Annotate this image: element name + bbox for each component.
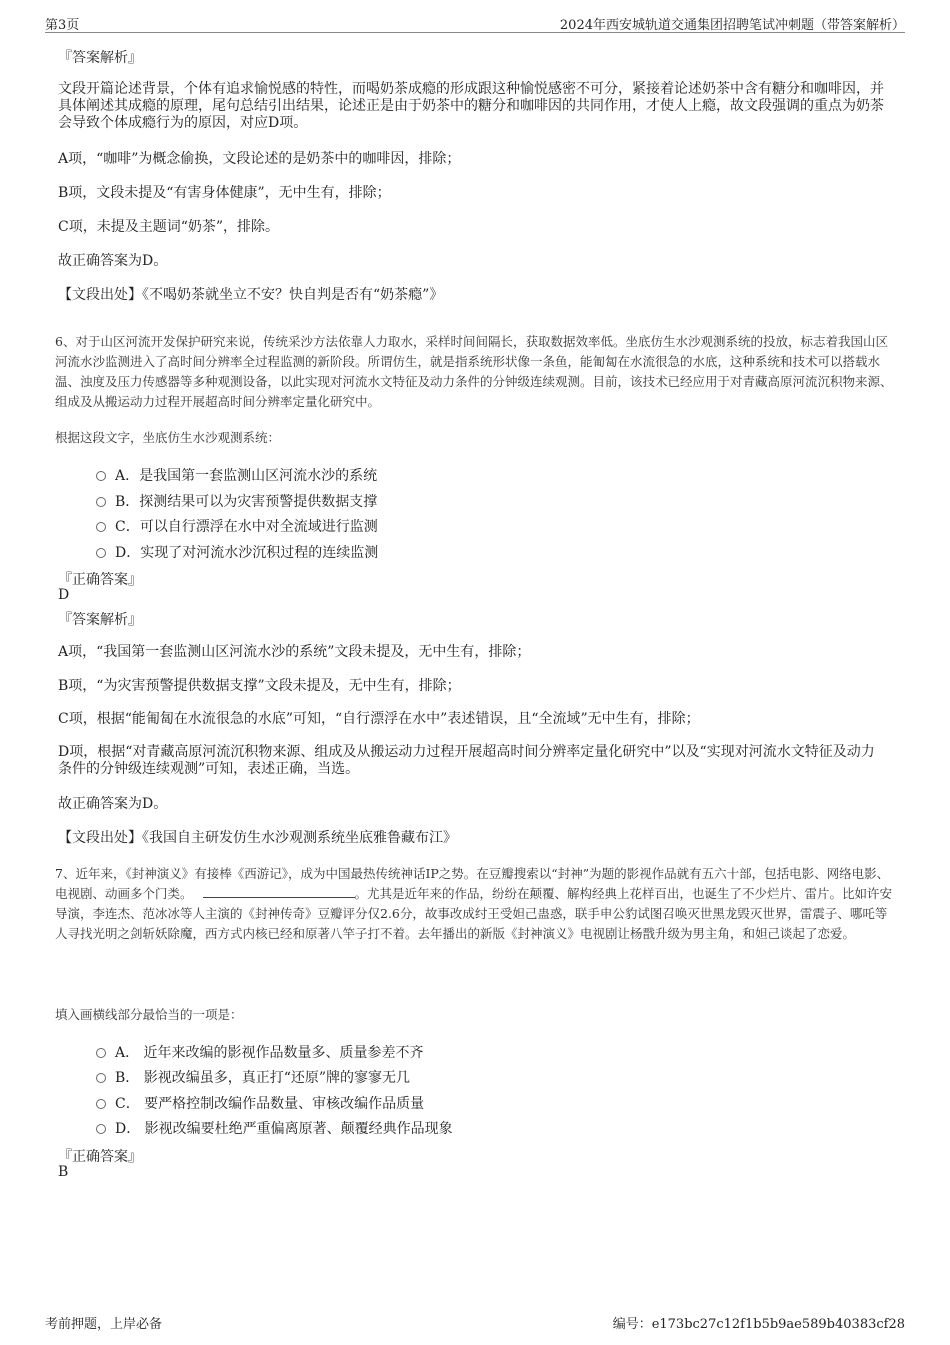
radio-icon[interactable] — [96, 522, 106, 532]
q5-analysis-a: A项，“咖啡”为概念偷换，文段论述的是奶茶中的咖啡因，排除； — [58, 151, 461, 167]
q6-answer: D — [58, 587, 70, 603]
q5-conclusion: 故正确答案为D。 — [58, 253, 168, 269]
q6-option-d[interactable]: D．实现了对河流水沙沉积过程的连续监测 — [96, 542, 378, 562]
q6-prompt: 根据这段文字，坐底仿生水沙观测系统： — [55, 430, 281, 445]
q5-analysis-c: C项，未提及主题词“奶茶”，排除。 — [58, 219, 280, 235]
q6-source: 【文段出处】《我国自主研发仿生水沙观测系统坐底雅鲁藏布江》 — [58, 830, 457, 846]
q7-option-c[interactable]: C． 要严格控制改编作品数量、审核改编作品质量 — [96, 1093, 424, 1113]
q5-analysis-label: 『答案解析』 — [58, 50, 142, 66]
q6-option-b[interactable]: B．探测结果可以为灾害预警提供数据支撑 — [96, 491, 377, 511]
q6-analysis-b: B项，“为灾害预警提供数据支撑”文段未提及，无中生有，排除； — [58, 678, 461, 694]
q7-option-b[interactable]: B． 影视改编虽多，真正打“还原”牌的寥寥无几 — [96, 1067, 410, 1087]
q7-question-text: 7、近年来，《封神演义》有接棒《西游记》，成为中国最热传统神话IP之势。在豆瓣搜索以“封神”为题的影视作品就有五六十部，包括电影、网络电影、电视剧、动画多个门类。 。尤其是近年来的作品，纷纷在颠覆、解构经典上花样百出，也诞生了不少烂片、雷片。比如许安导演，李连杰、范冰冰等人主演的《封神传奇》豆瓣评分仅2.6分，故事改成纣王受妲己蛊惑，联手申公豹试图召唤灭世黑龙毁灭世界，雷震子、哪吒等人寻找光明之剑斩妖除魔，西方式内核已经和原著八竿子打不着。去年播出的新版《封神演义》电视剧让杨戬升级为男主角，和妲己谈起了恋爱。 — [55, 866, 893, 941]
q7-option-d[interactable]: D． 影视改编要杜绝严重偏离原著、颠覆经典作品现象 — [96, 1118, 453, 1138]
q6-conclusion: 故正确答案为D。 — [58, 796, 168, 812]
q6-answer-label: 『正确答案』 — [58, 572, 142, 588]
radio-icon[interactable] — [96, 1048, 106, 1058]
q6-option-c[interactable]: C．可以自行漂浮在水中对全流域进行监测 — [96, 516, 378, 536]
q7-prompt: 填入画横线部分最恰当的一项是： — [55, 1007, 243, 1022]
q6-analysis-d: D项，根据“对青藏高原河流沉积物来源、组成及从搬运动力过程开展超高时间分辨率定量化研究中”以及“实现对河流水文特征及动力条件的分钟级连续观测”可知，表述正确，当选。 — [58, 744, 875, 777]
radio-icon[interactable] — [96, 1099, 106, 1109]
page-header — [45, 14, 905, 33]
q6-analysis-c: C项，根据“能匍匐在水流很急的水底”可知，“自行漂浮在水中”表述错误，且“全流域”无中生有，排除； — [58, 711, 700, 727]
page-number: 第3页 — [45, 18, 80, 33]
radio-icon[interactable] — [96, 548, 106, 558]
document-id: 编号：e173bc27c12f1b5b9ae589b40383cf28 — [612, 1317, 905, 1332]
radio-icon[interactable] — [96, 497, 106, 507]
radio-icon[interactable] — [96, 471, 106, 481]
q6-option-a[interactable]: A．是我国第一套监测山区河流水沙的系统 — [96, 465, 377, 485]
q5-analysis-text: 文段开篇论述背景，个体有追求愉悦感的特性，而喝奶茶成瘾的形成跟这种愉悦感密不可分，紧接着论述奶茶中含有糖分和咖啡因，并具体阐述其成瘾的原理，尾句总结引出结果，论述正是由于奶茶中的糖分和咖啡因的共同作用，才使人上瘾，故文段强调的重点为奶茶会导致个体成瘾行为的原因，对应D项。 — [58, 81, 884, 131]
q5-source: 【文段出处】《不喝奶茶就坐立不安？快自判是否有“奶茶瘾”》 — [58, 287, 444, 303]
q7-option-a[interactable]: A． 近年来改编的影视作品数量多、质量参差不齐 — [96, 1042, 424, 1062]
fill-blank — [203, 887, 355, 898]
q5-analysis-b: B项，文段未提及“有害身体健康”，无中生有，排除； — [58, 185, 391, 201]
q6-analysis-label: 『答案解析』 — [58, 612, 142, 628]
q6-question-text: 6、对于山区河流开发保护研究来说，传统采沙方法依靠人力取水，采样时间间隔长，获取数据效率低。坐底仿生水沙观测系统的投放，标志着我国山区河流水沙监测进入了高时间分辨率全过程监测的新阶段。所谓仿生，就是指系统形状像一条鱼，能匍匐在水流很急的水底，这种系统和技术可以搭载水温、浊度及压力传感器等多种观测设备，以此实现对河流水文特征及动力条件的分钟级连续观测。目前，该技术已经应用于对青藏高原河流沉积物来源、组成及从搬运动力过程开展超高时间分辨率定量化研究中。 — [55, 334, 893, 409]
radio-icon[interactable] — [96, 1073, 106, 1083]
footer-slogan: 考前押题，上岸必备 — [45, 1317, 163, 1332]
q7-answer-label: 『正确答案』 — [58, 1149, 142, 1165]
q7-answer: B — [58, 1164, 69, 1180]
q6-analysis-a: A项，“我国第一套监测山区河流水沙的系统”文段未提及，无中生有，排除； — [58, 644, 531, 660]
radio-icon[interactable] — [96, 1124, 106, 1134]
document-title: 2024年西安城轨道交通集团招聘笔试冲刺题（带答案解析） — [559, 18, 905, 33]
